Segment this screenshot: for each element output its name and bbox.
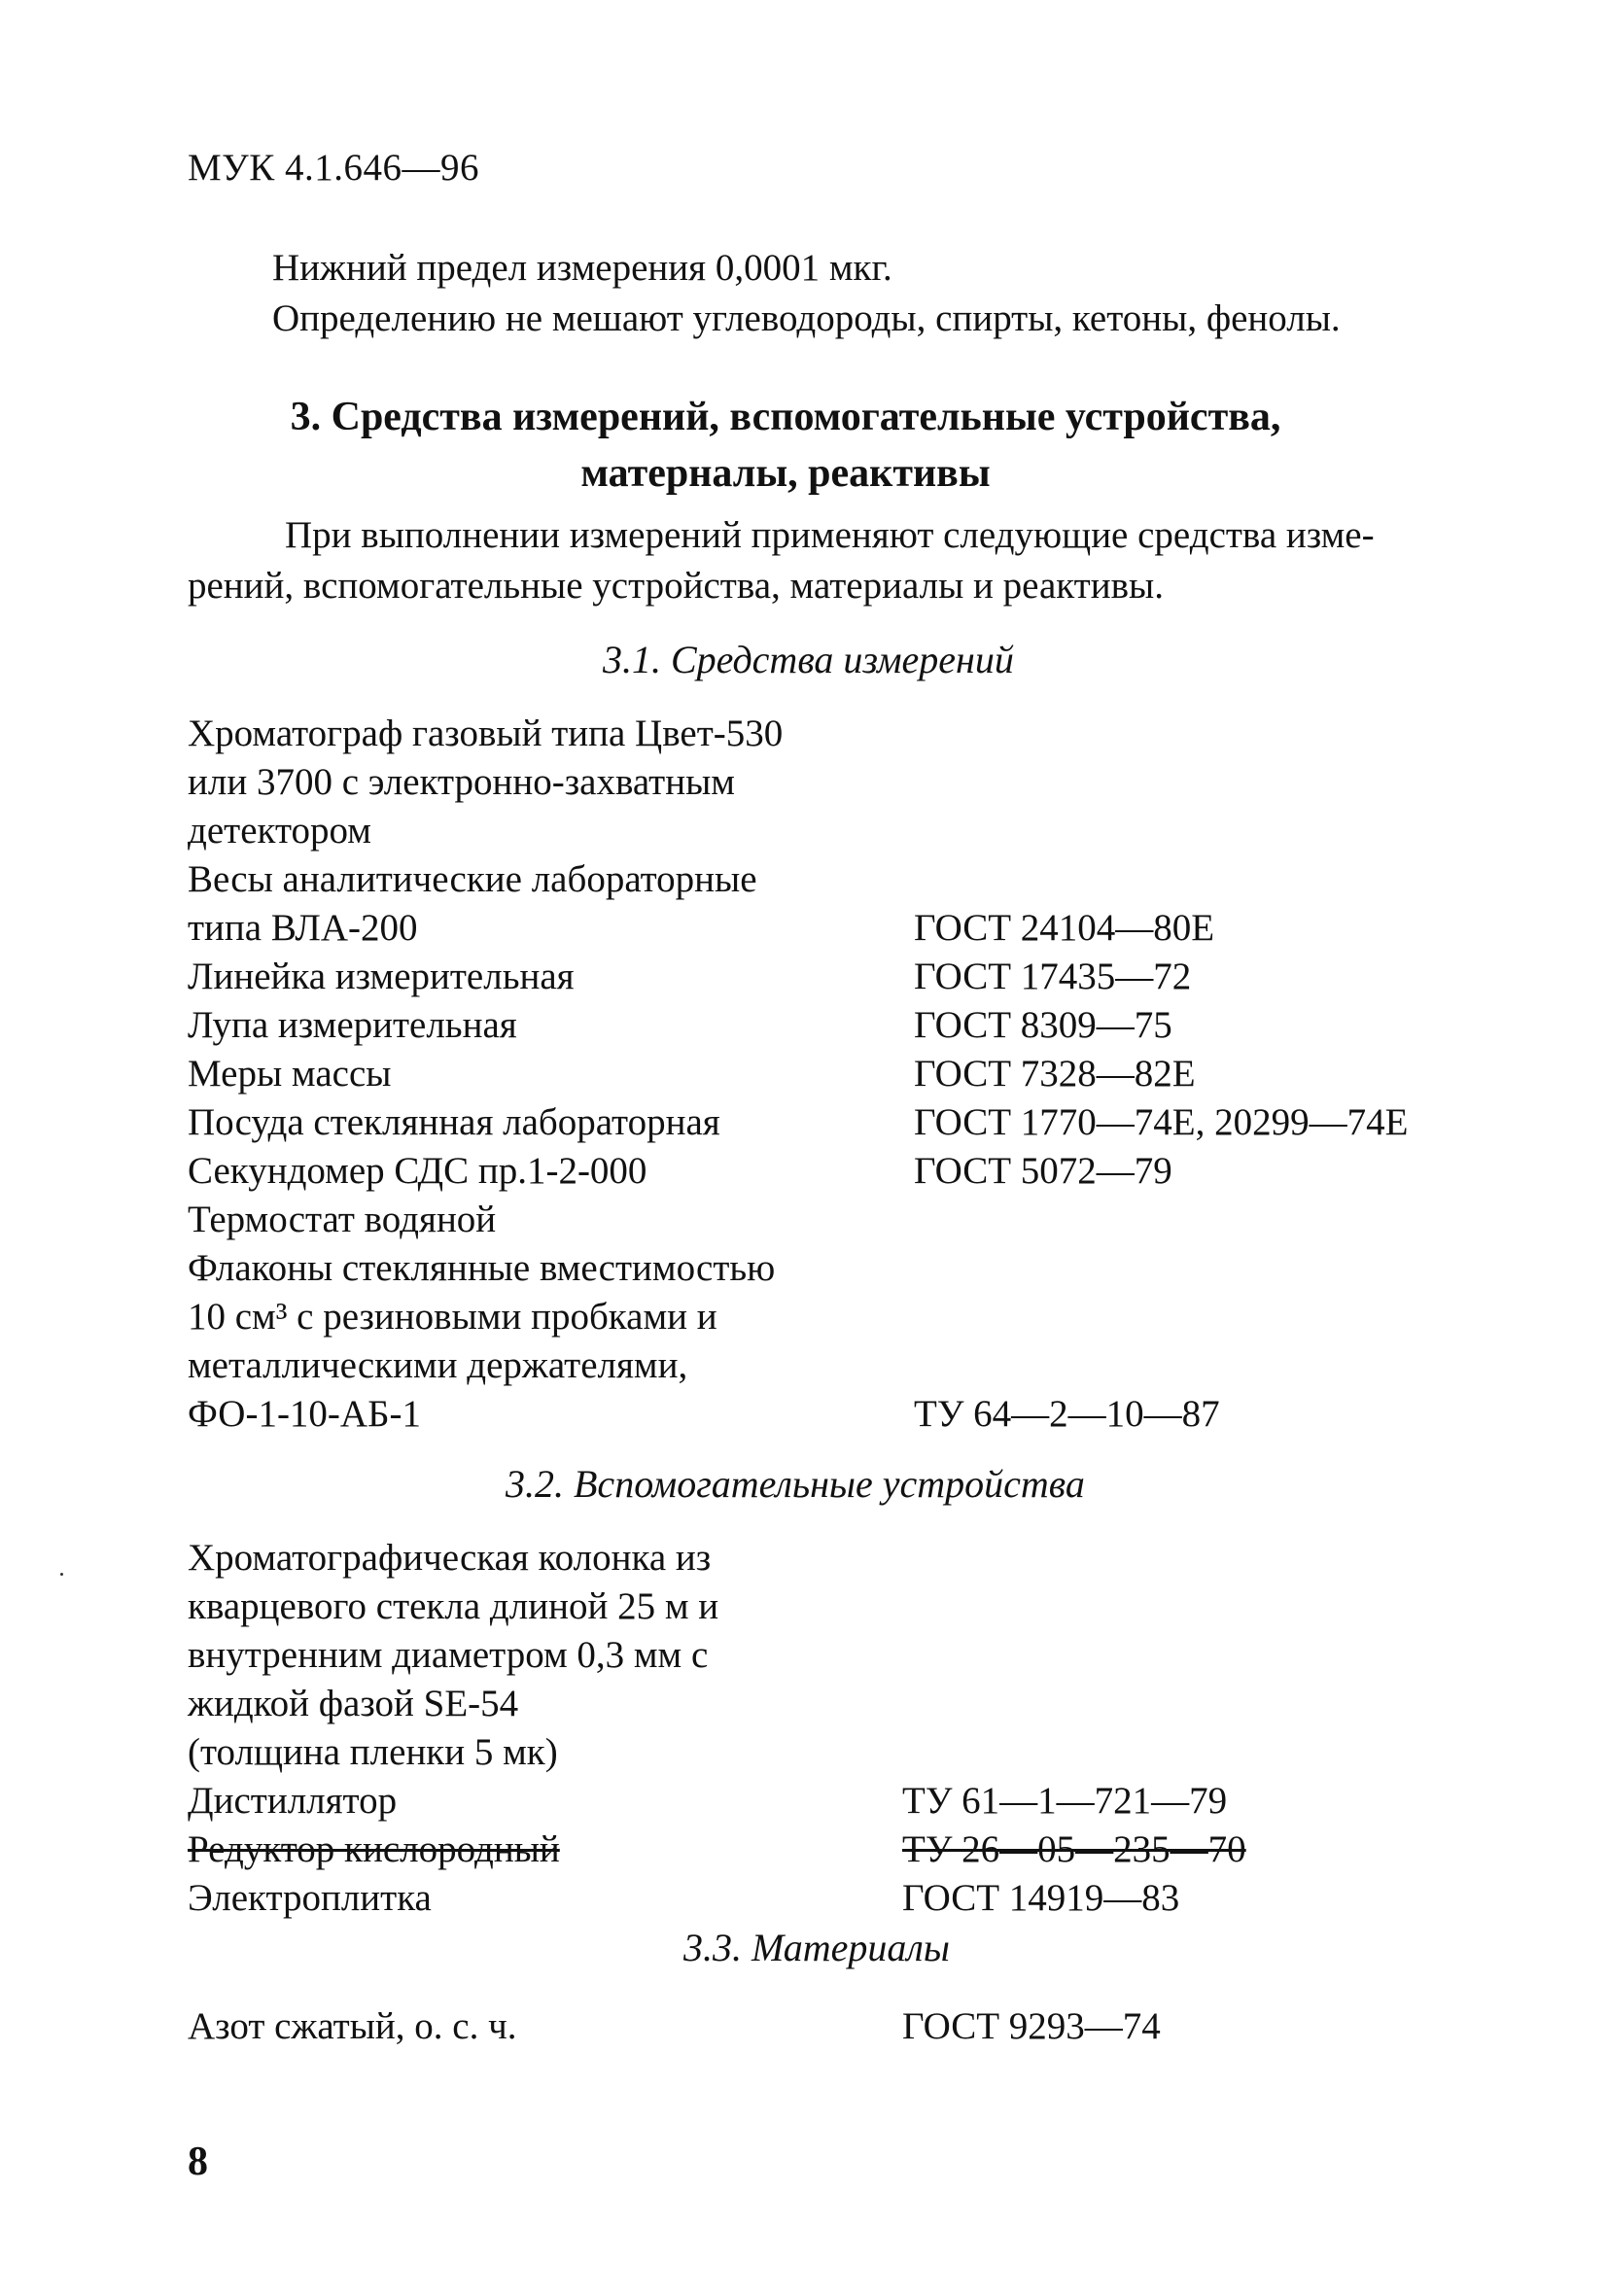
item-name: Хроматограф газовый типа Цвет-530: [188, 713, 784, 754]
item-name: Флаконы стеклянные вместимостью: [188, 1247, 776, 1289]
auxiliary-devices-list: [188, 1534, 1471, 1923]
item-name: кварцевого стекла длиной 25 м и: [188, 1585, 719, 1627]
item-name: или 3700 с электронно-захватным: [188, 761, 735, 803]
list-row: [188, 1390, 1471, 1439]
item-standard-ref: ГОСТ 5072—79: [914, 1150, 1172, 1192]
section-intro-line: рений, вспомогательные устройства, материалы и реактивы.: [188, 565, 1164, 607]
item-name: ФО-1-10-АБ-1: [188, 1393, 421, 1435]
item-name: Линейка измерительная: [188, 956, 575, 997]
section-heading: [188, 389, 1383, 502]
list-row: [188, 1534, 1471, 1583]
list-row: [188, 1728, 1471, 1777]
item-standard-ref: ТУ 61—1—721—79: [902, 1780, 1228, 1822]
item-name: детектором: [188, 810, 371, 852]
section-heading-line: 3. Средства измерений, вспомогательные устройства,: [290, 395, 1281, 439]
item-name: Электроплитка: [188, 1877, 432, 1919]
item-name: Лупа измерительная: [188, 1004, 517, 1046]
intro-line: Определению не мешают углеводороды, спирты, кетоны, фенолы.: [272, 297, 1341, 339]
list-row: [188, 1777, 1471, 1826]
page-number: 8: [188, 2139, 208, 2184]
list-row: [188, 953, 1471, 1001]
item-standard-ref: ГОСТ 17435—72: [914, 956, 1192, 997]
list-row: [188, 1631, 1471, 1680]
subsection-title-materials: 3.3. Материалы: [683, 1926, 950, 1969]
list-row: [188, 1050, 1471, 1098]
item-name: типа ВЛА-200: [188, 907, 418, 949]
item-name: внутренним диаметром 0,3 мм с: [188, 1634, 709, 1676]
item-standard-ref: ГОСТ 7328—82Е: [914, 1053, 1196, 1095]
list-row: [188, 1680, 1471, 1728]
list-row: [188, 1874, 1471, 1923]
list-row: [188, 710, 1471, 758]
item-name: (толщина пленки 5 мк): [188, 1731, 558, 1773]
item-name: металлическими держателями,: [188, 1344, 688, 1386]
section-intro-line: При выполнении измерений применяют следующие средства изме-: [285, 514, 1375, 556]
item-standard-ref: ГОСТ 1770—74Е, 20299—74Е: [914, 1101, 1409, 1143]
item-name: Дистиллятор: [188, 1780, 398, 1822]
measuring-instruments-list: [188, 710, 1471, 1439]
scan-speck: [60, 1573, 63, 1576]
item-name: Посуда стеклянная лабораторная: [188, 1101, 720, 1143]
item-standard-ref: ТУ 26—05—235—70: [902, 1828, 1246, 1870]
item-name: Редуктор кислородный: [188, 1828, 560, 1870]
list-row: [188, 1098, 1471, 1147]
item-name: 10 см³ с резиновыми пробками и: [188, 1296, 717, 1338]
section-intro: [188, 510, 1451, 611]
list-row: [188, 1244, 1471, 1293]
item-standard-ref: ТУ 64—2—10—87: [914, 1393, 1220, 1435]
list-row: [188, 1001, 1471, 1050]
item-name: Азот сжатый, о. с. ч.: [188, 2005, 517, 2047]
list-row: [188, 2002, 1471, 2051]
intro-paragraph: [272, 243, 1341, 344]
list-row: [188, 904, 1471, 953]
list-row: [188, 1293, 1471, 1341]
list-row: [188, 1826, 1471, 1874]
item-name: Хроматографическая колонка из: [188, 1537, 712, 1579]
list-row: [188, 1196, 1471, 1244]
list-row: [188, 758, 1471, 807]
section-heading-line: матерналы, реактивы: [580, 451, 991, 496]
item-standard-ref: ГОСТ 14919—83: [902, 1877, 1180, 1919]
item-name: Весы аналитические лабораторные: [188, 858, 757, 900]
list-row: [188, 1147, 1471, 1196]
list-row: [188, 1341, 1471, 1390]
item-standard-ref: ГОСТ 8309—75: [914, 1004, 1172, 1046]
item-name: жидкой фазой SE-54: [188, 1683, 519, 1724]
list-row: [188, 807, 1471, 855]
document-code: МУК 4.1.646—96: [188, 147, 480, 189]
item-name: Термостат водяной: [188, 1199, 497, 1240]
item-name: Секундомер СДС пр.1-2-000: [188, 1150, 647, 1192]
subsection-title-auxiliary-devices: 3.2. Вспомогательные устройства: [506, 1462, 1085, 1506]
list-row: [188, 855, 1471, 904]
intro-line: Нижний предел измерения 0,0001 мкг.: [272, 247, 892, 289]
item-name: Меры массы: [188, 1053, 392, 1095]
subsection-title-measuring-instruments: 3.1. Средства измерений: [603, 638, 1014, 681]
materials-list: [188, 2002, 1471, 2051]
list-row: [188, 1583, 1471, 1631]
item-standard-ref: ГОСТ 9293—74: [902, 2005, 1161, 2047]
item-standard-ref: ГОСТ 24104—80Е: [914, 907, 1215, 949]
